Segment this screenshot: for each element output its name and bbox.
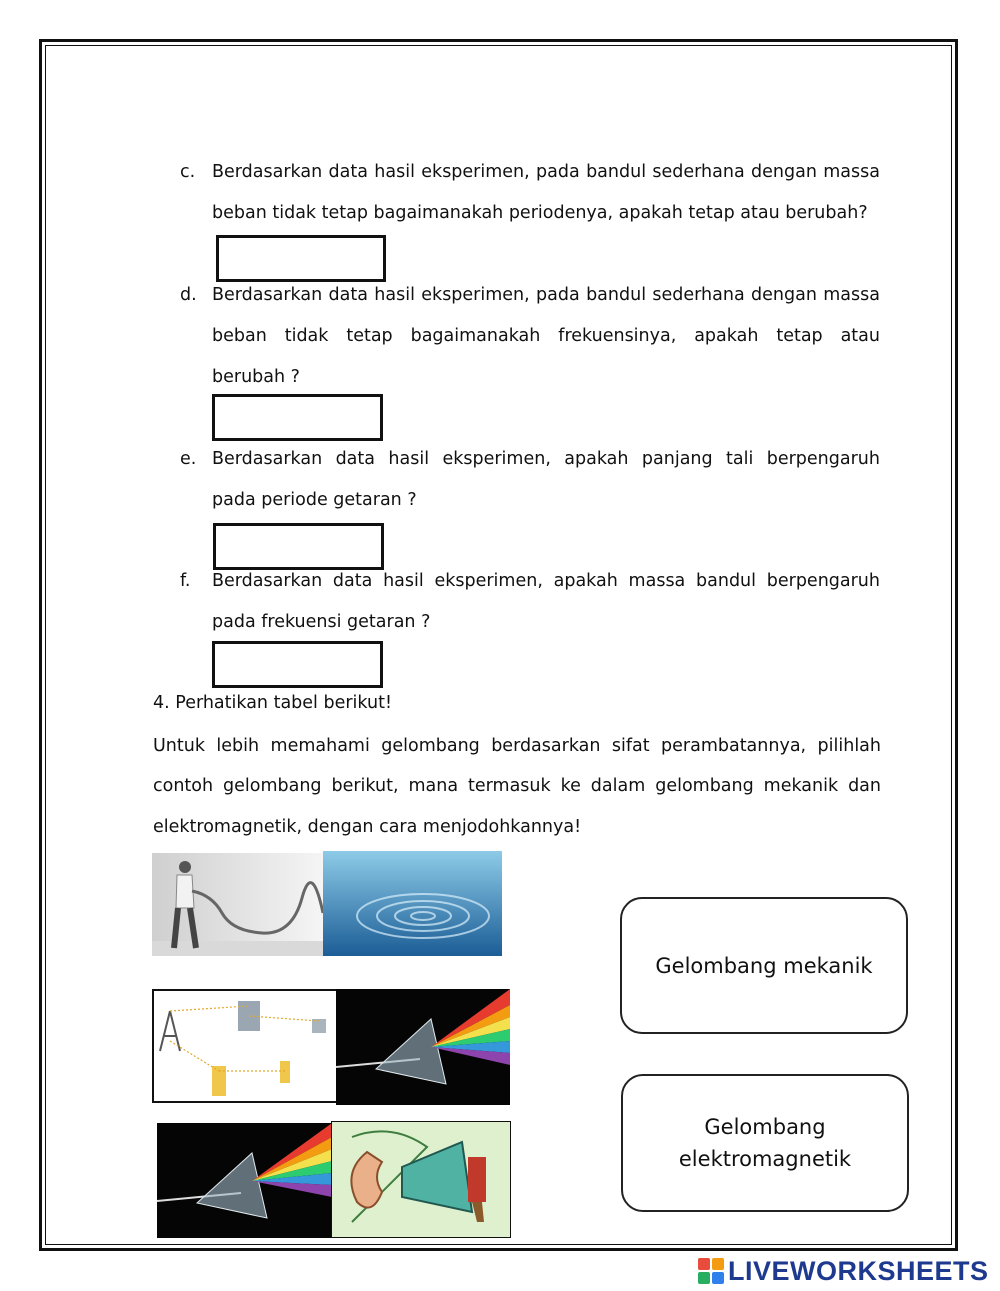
section-4-heading: 4. Perhatikan tabel berikut! xyxy=(153,693,392,713)
brand-name: LIVEWORKSHEETS xyxy=(728,1255,989,1286)
ear-megaphone-image[interactable] xyxy=(331,1121,511,1238)
instruction-line: elektromagnetik, dengan cara menjodohkannya! xyxy=(153,817,582,837)
question-text-line: Berdasarkan data hasil eksperimen, pada bandul sederhana dengan massa xyxy=(212,162,880,182)
question-text-line: Berdasarkan data hasil eksperimen, apakah massa bandul berpengaruh xyxy=(212,571,880,591)
water-ripple-image[interactable] xyxy=(323,851,502,956)
instruction-line: contoh gelombang berikut, mana termasuk ke dalam gelombang mekanik dan xyxy=(153,776,881,796)
answer-box-d[interactable] xyxy=(212,394,383,441)
question-text-line: berubah ? xyxy=(212,367,300,387)
question-text-line: pada frekuensi getaran ? xyxy=(212,612,431,632)
answer-box-c[interactable] xyxy=(216,235,386,282)
answer-box-e[interactable] xyxy=(213,523,384,570)
answer-box-f[interactable] xyxy=(212,641,383,688)
question-letter: e. xyxy=(180,449,197,469)
man-rope-wave-image[interactable] xyxy=(152,853,323,956)
brand-logo-icon xyxy=(698,1258,724,1284)
brand-square-1 xyxy=(698,1258,710,1270)
liveworksheets-logo xyxy=(698,1254,989,1288)
question-text-line: Berdasarkan data hasil eksperimen, pada bandul sederhana dengan massa xyxy=(212,285,880,305)
target-gelombang-mekanik[interactable] xyxy=(620,897,908,1034)
brand-square-4 xyxy=(712,1272,724,1284)
brand-square-3 xyxy=(698,1272,710,1284)
target-label: Gelombang xyxy=(704,1115,826,1139)
question-letter: d. xyxy=(180,285,197,305)
target-gelombang-elektromagnetik[interactable] xyxy=(621,1074,909,1212)
question-text-line: beban tidak tetap bagaimanakah frekuensinya, apakah tetap atau xyxy=(212,326,880,346)
prism-rainbow-image[interactable] xyxy=(336,989,510,1105)
target-label: elektromagnetik xyxy=(678,1147,852,1171)
question-text-line: beban tidak tetap bagaimanakah periodenya, apakah tetap atau berubah? xyxy=(212,203,868,223)
question-letter: c. xyxy=(180,162,196,182)
target-label: Gelombang mekanik xyxy=(655,953,873,978)
question-letter: f. xyxy=(180,571,191,591)
question-text-line: Berdasarkan data hasil eksperimen, apakah panjang tali berpengaruh xyxy=(212,449,880,469)
network-signal-image[interactable] xyxy=(152,989,338,1103)
brand-square-2 xyxy=(712,1258,724,1270)
prism-rainbow-image-2[interactable] xyxy=(157,1123,332,1238)
question-text-line: pada periode getaran ? xyxy=(212,490,417,510)
instruction-line: Untuk lebih memahami gelombang berdasarkan sifat perambatannya, pilihlah xyxy=(153,736,881,756)
